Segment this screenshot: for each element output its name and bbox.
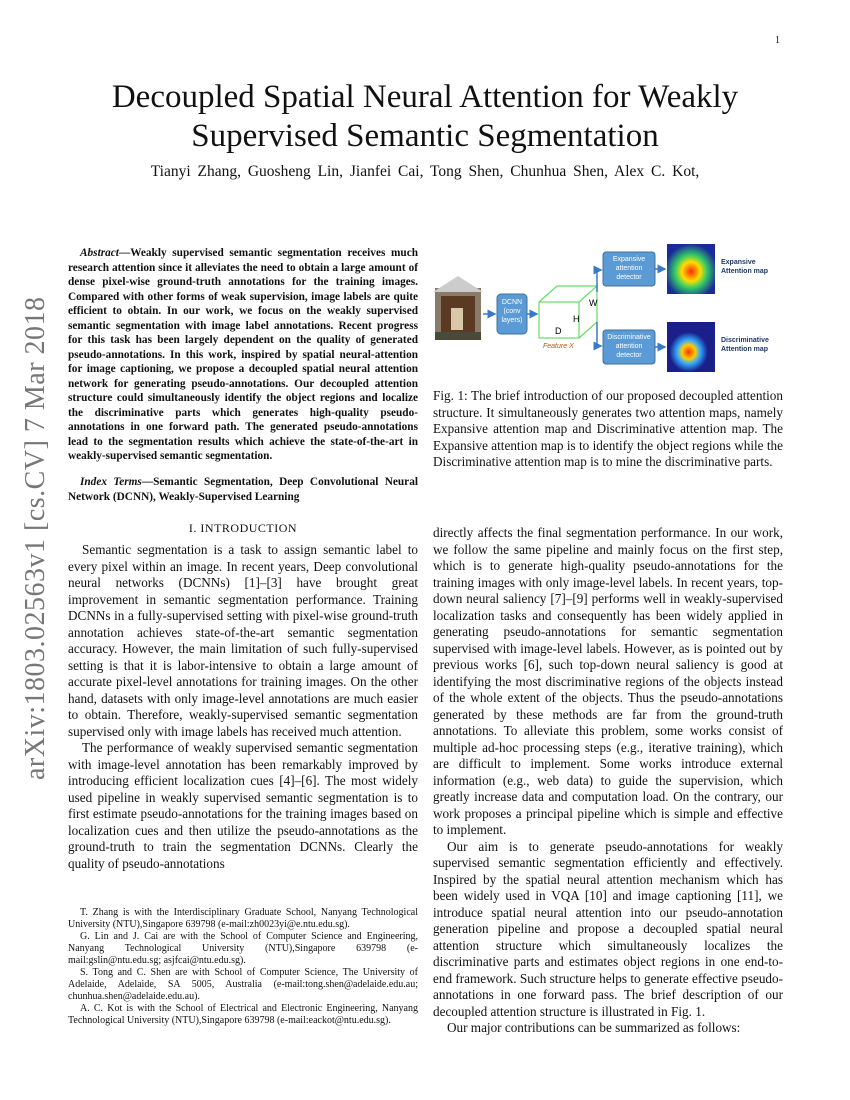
dim-h: H xyxy=(573,314,580,324)
footnotes xyxy=(68,907,418,1027)
footnote: A. C. Kot is with the School of Electrical and Electronic Engineering, Nanyang Technological University (NTU),Singapore 639798 (e-mail:eackot@ntu.edu.sg). xyxy=(68,1003,418,1026)
dim-d: D xyxy=(555,326,562,336)
right-column-body xyxy=(433,525,783,1037)
index-terms-label: Index Terms xyxy=(80,476,142,488)
paragraph: Our major contributions can be summarized as follows: xyxy=(447,1020,741,1035)
discriminative-heatmap xyxy=(667,322,715,372)
dcnn-label: DCNN (conv layers) xyxy=(501,299,523,324)
figure-1-diagram xyxy=(433,240,783,380)
input-image xyxy=(433,276,483,340)
index-terms-text: —Semantic Segmentation, Deep Convolutional Neural Network (DCNN), Weakly-Supervised Learning xyxy=(68,476,418,503)
arxiv-identifier: arXiv:1803.02563v1 [cs.CV] 7 Mar 2018 xyxy=(20,296,51,780)
paragraph: Semantic segmentation is a task to assign semantic label to every pixel within an image. In recent years, Deep convolutional neural networks (DCNNs) [1]–[3] have brought great improvement in semantic segmentation performance. Training DCNNs in a fully-supervised setting with pixel-wise ground-truth annotation achieves state-of-the-art semantic segmentation accuracy. However, the main limitation of such fully-supervised setting is that it is labor-intensive to obtain a large amount of accurate pixel-level annotations for training images. On the other hand, datasets with only image-level annotations are much easier to obtain. Therefore, weakly-supervised semantic segmentation supervised only with image labels has received much attention. xyxy=(68,542,418,739)
author-list: Tianyi Zhang, Guosheng Lin, Jianfei Cai, Tong Shen, Chunhua Shen, Alex C. Kot, xyxy=(150,163,700,180)
paper-title: Decoupled Spatial Neural Attention for Weakly Supervised Semantic Segmentation xyxy=(111,79,739,154)
paragraph: Our aim is to generate pseudo-annotations for weakly supervised semantic segmentation efficiently and effectively. Inspired by the spatial neural attention mechanism which has been widely used in VQA [10] and image captioning [11], we introduce spatial neural attention into our pseudo-annotation generation pipeline and propose a decoupled spatial neural attention structure which simultaneously localizes the discriminative parts and estimates object regions in one end-to-end framework. Such structure helps to generate effective pseudo-annotations in one forward pass. The brief description of our decoupled attention structure is illustrated in Fig. 1. xyxy=(433,838,783,1019)
footnote: T. Zhang is with the Interdisciplinary Graduate School, Nanyang Technological University (NTU),Singapore 639798 (e-mail:zh0023yi@e.ntu.edu.sg). xyxy=(68,907,418,930)
figure-caption: Fig. 1: The brief introduction of our proposed decoupled attention structure. It simultaneously generates two attention maps, namely Expansive attention map and Discriminative attention map. The Expansive attention map is to identify the object regions while the Discriminative attention map is to mine the discriminative parts. xyxy=(433,388,783,469)
discriminative-detector-label: Discriminative attention detector xyxy=(607,334,651,359)
expansive-map-label: Expansive Attention map xyxy=(721,259,769,275)
abstract-text: —Weakly supervised semantic segmentation receives much research attention since it alleviates the need to obtain a large amount of dense pixel-wise ground-truth annotations for the training images. Compared with other forms of weak supervision, image labels are quite efficient to obtain. In our work, we focus on the weakly supervised semantic segmentation with image label annotations. Recent progress for this task has been largely dependent on the quality of generated pseudo-annotations. In this work, inspired by spatial neural-attention for image captioning, we propose a decoupled spatial neural attention network for generating pseudo-annotations. Our decoupled attention structure could simultaneously identify the object regions and localize the discriminative parts which generates high-quality pseudo-annotations in one forward path. The generated pseudo-annotations lead to the segmentation results which achieve the state-of-the-art in weakly-supervised semantic segmentation. xyxy=(68,247,418,462)
expansive-detector-label: Expansive attention detector xyxy=(612,256,646,281)
paragraph: directly affects the final segmentation performance. In our work, we follow the same pipeline and mainly focus on the first step, which is to generate high-quality pseudo-annotations for the training images with only image-level labels. In recent years, top-down neural saliency [7]–[9] performs well in weakly-supervised localization tasks and consequently has been widely applied in generating pseudo-annotations for semantic segmentation supervised with image-level labels. However, as is pointed out by previous works [6], such top-down neural saliency is good at identifying the most discriminative regions of the objects instead of the whole extent of the objects. Thus the pseudo-annotations generated by these methods are far from the ground-truth annotations. To alleviate this problem, some works consist of multiple ad-hoc processing steps (e.g., iterative training), which are difficult to implement. Some works introduce external information (e.g., web data) to guide the supervision, which greatly increase data and computation load. On the contrary, our work proposes a principal pipeline which is simple and effective to implement. xyxy=(433,525,783,837)
left-column-body xyxy=(68,542,418,872)
expansive-heatmap xyxy=(667,244,715,294)
index-terms xyxy=(68,475,418,504)
abstract xyxy=(68,246,418,464)
footnote: G. Lin and J. Cai are with the School of Computer Science and Engineering, Nanyang Technological University (NTU),Singapore 639798 (e-mail:gslin@ntu.edu.sg; asjfcai@ntu.edu.sg). xyxy=(68,931,418,966)
discriminative-map-label: Discriminative Attention map xyxy=(721,337,769,353)
abstract-label: Abstract xyxy=(80,247,119,259)
feature-label: Feature X xyxy=(543,343,574,350)
feature-cube xyxy=(539,286,597,338)
section-heading: I. INTRODUCTION xyxy=(188,521,298,535)
footnote: S. Tong and C. Shen are with School of Computer Science, The University of Adelaide, Adelaide, SA 5005, Australia (e-mail:tong.shen@adelaide.edu.au; chunhua.shen@adelaide.edu.au). xyxy=(68,967,418,1002)
page-number: 1 xyxy=(775,35,780,46)
paragraph: The performance of weakly supervised semantic segmentation with image-level annotation has been remarkably improved by introducing efficient localization cues [4]–[6]. The most widely used pipeline in weakly supervised semantic segmentation is to first estimate pseudo-annotations for the training images based on localization cues and then utilize the pseudo-annotations as the ground-truth to train the segmentation DCNNs. Clearly the quality of pseudo-annotations xyxy=(68,740,418,871)
dim-w: W xyxy=(589,298,598,308)
